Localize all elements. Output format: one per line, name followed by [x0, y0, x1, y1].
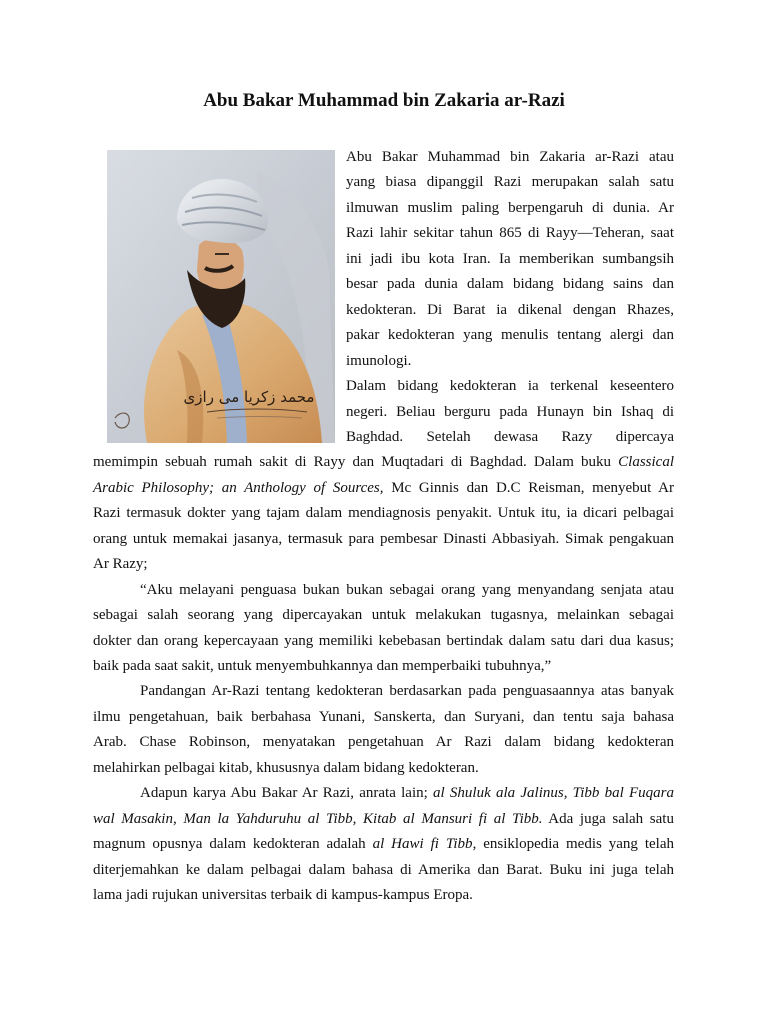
text-segment: ilmu pengetahuan, baik berbahasa Yunani, Sanskerta, dan Suryani, dan tentu saja bahasa [93, 708, 674, 725]
italic-text: al Hawi fi Tibb [372, 836, 473, 853]
text-line [346, 376, 674, 396]
italic-text: Arabic Philosophy; an Anthology of Sources, [93, 479, 384, 496]
text-line [93, 732, 674, 752]
text-line [346, 351, 674, 371]
text-segment: magnum opusnya dalam kedokteran adalah [93, 836, 373, 853]
text-line [140, 580, 674, 600]
text-line [93, 503, 674, 523]
portrait-image [107, 150, 335, 443]
text-line [93, 809, 674, 829]
text-segment: Dalam bidang kedokteran ia terkenal keseentero [346, 378, 674, 395]
text-segment: dokter dan orang kepercayaan yang memiliki kebebasan bertindak dalam satu dari dua kasus; [93, 632, 674, 649]
text-line [93, 631, 674, 651]
text-segment: Ada juga salah satu [542, 810, 674, 827]
text-segment: baik pada saat sakit, untuk menyembuhkannya dan memperbaiki tubuhnya,” [93, 658, 552, 674]
italic-text: wal Masakin, Man la Yahduruhu al Tibb, Kitab al Mansuri fi al Tibb. [93, 810, 543, 827]
text-segment: Ar Razy; [93, 556, 148, 573]
text-segment: yang biasa dipanggil Razi merupakan salah satu [346, 174, 674, 191]
portrait-caption: محمد زکریا می رازی [183, 388, 315, 406]
text-line [93, 452, 674, 472]
text-line [346, 198, 674, 218]
text-segment: pakar kedokteran yang menulis tentang alergi dan [346, 327, 674, 344]
text-line [93, 834, 674, 854]
text-segment: imunologi. [346, 352, 412, 369]
text-line [140, 681, 674, 701]
text-segment: Mc Ginnis dan D.C Reisman, menyebut Ar [383, 479, 674, 496]
text-segment: Baghdad. Setelah dewasa Razy dipercaya [346, 428, 674, 445]
text-segment: diterjemahkan ke dalam pelbagai dalam bahasa di Amerika dan Barat. Buku ini juga telah [93, 861, 674, 878]
text-segment: “Aku melayani penguasa bukan bukan sebagai orang yang menyandang senjata atau [140, 581, 674, 598]
text-segment: Razi lahir sekitar tahun 865 di Rayy—Teheran, saat [346, 225, 674, 242]
text-segment: sebagai salah seorang yang dipercayakan untuk melakukan tugasnya, melainkan sebagai [93, 607, 674, 624]
text-line [346, 274, 674, 294]
text-segment: Adapun karya Abu Bakar Ar Razi, anrata lain; [140, 785, 434, 802]
text-segment: , ensiklopedia medis yang telah [472, 836, 674, 853]
text-line [346, 402, 674, 422]
text-line [346, 147, 674, 167]
text-line [93, 529, 674, 549]
text-line [346, 325, 674, 345]
text-segment: Abu Bakar Muhammad bin Zakaria ar-Razi atau [346, 149, 674, 165]
text-segment: orang untuk memakai jasanya, termasuk para pembesar Dinasti Abbasiyah. Simak pengakuan [93, 530, 674, 547]
text-segment: besar pada dunia dalam bidang bidang sains dan [346, 276, 674, 293]
text-line [346, 223, 674, 243]
text-line [93, 554, 674, 574]
italic-text: al Shuluk ala Jalinus, Tibb bal Fuqara [433, 785, 674, 802]
text-line [93, 656, 674, 676]
text-segment: Arab. Chase Robinson, menyatakan pengetahuan Ar Razi dalam bidang kedokteran [93, 734, 674, 751]
text-segment: negeri. Beliau berguru pada Hunayn bin Ishaq di [346, 403, 674, 420]
text-line [93, 707, 674, 727]
text-line [93, 860, 674, 880]
text-line [346, 172, 674, 192]
text-line [93, 605, 674, 625]
text-segment: ilmuwan muslim paling berpengaruh di dunia. Ar [346, 199, 674, 216]
text-line [346, 427, 674, 447]
text-line [93, 758, 674, 778]
text-line [140, 783, 674, 803]
text-segment: kedokteran. Di Barat ia dikenal dengan Rhazes, [346, 301, 674, 318]
text-segment: Razi termasuk dokter yang tajam dalam mendiagnosis penyakit. Untuk itu, ia dicari pelbagai [93, 505, 674, 522]
text-segment: lama jadi rujukan universitas terbaik di kampus-kampus Eropa. [93, 887, 473, 904]
text-line [93, 478, 674, 498]
italic-text: Classical [618, 454, 674, 471]
page-title: Abu Bakar Muhammad bin Zakaria ar-Razi [203, 90, 565, 111]
text-line [346, 300, 674, 320]
text-segment: melahirkan pelbagai kitab, khususnya dalam bidang kedokteran. [93, 759, 479, 776]
text-segment: memimpin sebuah rumah sakit di Rayy dan Muqtadari di Baghdad. Dalam buku [93, 454, 619, 471]
text-line [346, 249, 674, 269]
text-line [93, 885, 674, 905]
text-segment: Pandangan Ar-Razi tentang kedokteran berdasarkan pada penguasaannya atas banyak [140, 683, 674, 700]
text-segment: ini jadi ibu kota Iran. Ia memberikan sumbangsih [346, 250, 674, 267]
